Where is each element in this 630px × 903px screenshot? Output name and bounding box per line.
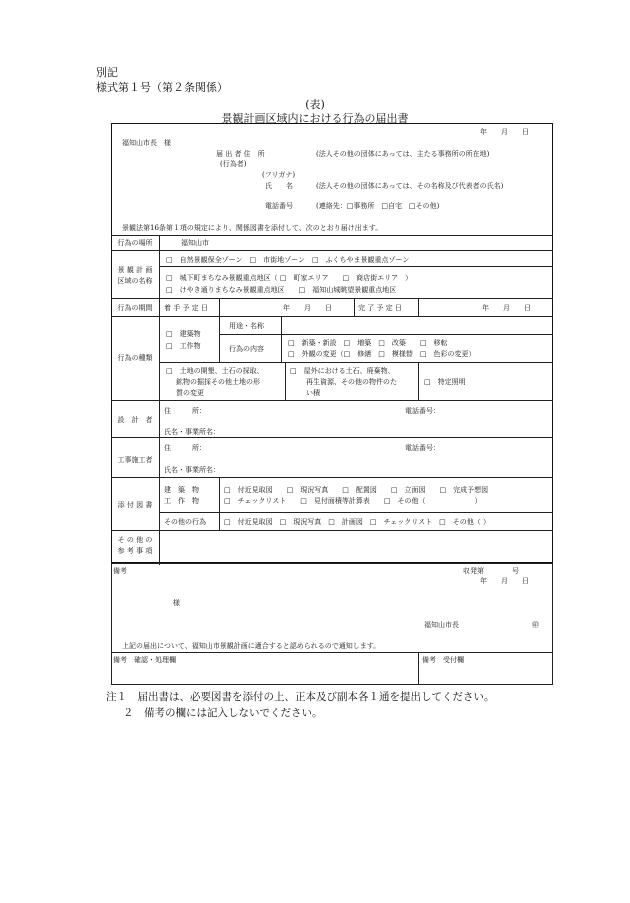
period-label: 行為の期間 [117, 304, 153, 312]
designer-address[interactable]: 住 所： [164, 407, 206, 415]
land-change-line-2: 鉱物の掘採その他土地の形 [176, 378, 260, 386]
processing-field-label: 備考 確認・処理欄 [113, 656, 176, 664]
place-value[interactable]: 福知山市 [181, 239, 209, 247]
docs-building-label: 建 築 物 [164, 486, 199, 494]
form-title: 景観計画区域内における行為の届出書 [221, 112, 409, 125]
act-type-label: 行為の種類 [117, 354, 153, 362]
end-date-value[interactable]: 年 月 日 [482, 304, 531, 312]
form-number: 様式第１号（第２条関係） [96, 81, 228, 94]
content-options-line-2[interactable]: □ 外観の変更（□ 修繕 □ 模様替 □ 色彩の変更） [288, 350, 476, 358]
docs-structure-label: 工 作 物 [164, 497, 199, 505]
applicant-role: (行為者) [220, 160, 247, 168]
other-notes-label-1: そ の 他 の [117, 536, 153, 544]
contractor-name[interactable]: 氏名・事業所名： [164, 466, 220, 474]
other-notes-label-2: 参 考 事 項 [117, 547, 153, 555]
attached-docs-label: 添 付 図 書 [117, 501, 153, 509]
applicant-phone-note: (連絡先：□事務所 □自宅 □その他) [316, 202, 440, 210]
contractor-label: 工事施工者 [117, 456, 153, 464]
notice-statement: 上記の届出について、福知山市景観計画に適合すると認められるので通知します。 [122, 642, 381, 650]
start-date-value[interactable]: 年 月 日 [283, 304, 332, 312]
area-name-label-2: 区域の名称 [117, 277, 153, 285]
applicant-address-label: 届 出 者 住 所 [216, 150, 265, 158]
appendix-label: 別記 [96, 66, 118, 79]
land-change-line-1[interactable]: □ 土地の開墾、土石の採取、 [166, 367, 264, 375]
start-date-label: 着 手 予 定 日 [164, 304, 208, 312]
submission-date: 年 月 日 [480, 128, 529, 136]
docs-options-line-1[interactable]: □ 付近見取図 □ 現況写真 □ 配置図 □ 立面図 □ 完成予想図 [224, 486, 489, 494]
applicant-name-note: (法人その他の団体にあっては、その名称及び代表者の氏名) [316, 182, 504, 190]
applicant-name-label: 氏 名 [265, 182, 293, 190]
specific-lighting-checkbox[interactable]: □ 特定照明 [424, 378, 466, 386]
content-options-line-1[interactable]: □ 新築・新設 □ 増築 □ 改築 □ 移転 [288, 339, 448, 347]
contractor-address[interactable]: 住 所： [164, 444, 206, 452]
designer-label: 設 計 者 [117, 416, 153, 424]
land-change-line-3: 質の変更 [176, 389, 204, 397]
remarks-date: 年 月 日 [480, 577, 529, 585]
end-date-label: 完 了 予 定 日 [358, 304, 402, 312]
content-label: 行為の内容 [229, 345, 264, 353]
outdoor-storage-line-3: い積 [306, 389, 320, 397]
applicant-phone-label: 電話番号 [265, 202, 293, 210]
area-options-line-2[interactable]: □ 城下町まちなみ景観重点地区（ □ 町家エリア □ 商店街エリア ） [166, 274, 413, 282]
docs-options-line-2[interactable]: □ チェックリスト □ 見付面積等計算表 □ その他（ ） [224, 497, 482, 505]
contractor-phone[interactable]: 電話番号： [405, 444, 440, 452]
addressee: 福知山市長 様 [122, 139, 171, 147]
place-label: 行為の場所 [117, 239, 153, 247]
area-name-label-1: 景 観 計 画 [117, 266, 153, 274]
structure-checkbox[interactable]: □ 工作物 [166, 342, 201, 350]
area-options-line-3[interactable]: □ けやき通りまちなみ景観重点地区 □ 福知山城眺望景観重点地区 [166, 286, 397, 294]
reception-field-label: 備考 受付欄 [422, 656, 464, 664]
receipt-number: 収発第 号 [463, 567, 519, 575]
area-options-line-1[interactable]: □ 自然景観保全ゾーン □ 市街地ゾーン □ ふくちやま景観重点ゾーン [166, 256, 410, 264]
submission-statement: 景観法第16条第１項の規定により、関係図書を添付して、次のとおり届け出ます。 [122, 224, 383, 232]
seal-mark: ㊞ [532, 621, 539, 629]
docs-options-line-3[interactable]: □ 付近見取図 □ 現況写真 □ 計画図 □ チェックリスト □ その他（ ） [224, 518, 490, 526]
footnote-1: 注１ 届出書は、必要図書を添付の上、正本及び副本各１通を提出してください。 [106, 691, 495, 703]
docs-other-act-label: その他の行為 [164, 518, 206, 526]
building-checkbox[interactable]: □ 建築物 [166, 330, 201, 338]
remarks-addressee: 様 [173, 599, 180, 607]
use-name-label: 用途・名称 [229, 322, 264, 330]
footnote-2: ２ 備考の欄には記入しないでください。 [123, 707, 323, 719]
applicant-address-note: (法人その他の団体にあっては、主たる事務所の所在地) [316, 150, 490, 158]
outdoor-storage-line-1[interactable]: □ 屋外における土石、廃棄物、 [290, 367, 395, 375]
remarks-label: 備考 [113, 567, 127, 575]
mayor-label: 福知山市長 [424, 621, 459, 629]
designer-phone[interactable]: 電話番号： [405, 407, 440, 415]
side-label: (表) [305, 98, 325, 111]
furigana-label: (フリガナ) [262, 171, 296, 179]
outdoor-storage-line-2: 再生資源、その他の物件のた [306, 378, 397, 386]
designer-name[interactable]: 氏名・事業所名： [164, 428, 220, 436]
